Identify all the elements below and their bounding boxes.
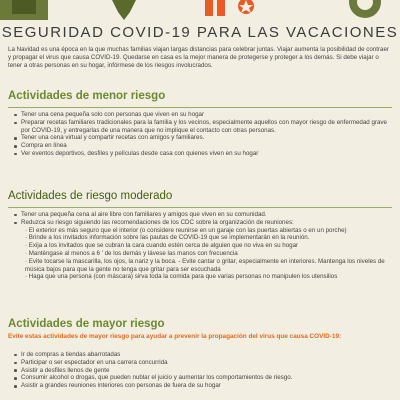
list-item: Tener una cena virtual y compartir recetas con amigos y familiares.: [8, 134, 388, 142]
low-risk-list: [8, 111, 388, 158]
star-icon: [238, 0, 254, 14]
list-item: Participar o ser espectador en una carrera concurrida: [8, 359, 388, 367]
high-risk-heading: Actividades de mayor riesgo: [8, 318, 165, 330]
list-item: Compra en línea: [8, 142, 388, 150]
list-item: Asistir a grandes reuniones interiores con personas de fuera de su hogar: [8, 382, 388, 390]
moderate-risk-heading: Actividades de riesgo moderado: [8, 190, 173, 202]
sub-item: · Exija a los invitados que se cubran la cara cuando estén cerca de alguien que no viva en su hogar: [25, 242, 299, 250]
holiday-icons-banner: [0, 0, 400, 22]
sub-item: · Brinde a los invitados información sobre las pautas de COVID-19 que se implementarán en la reunión.: [25, 234, 310, 242]
list-item: Consumir alcohol o drogas, que pueden nublar el juicio y aumentar los comportamientos de riesgo.: [8, 374, 388, 382]
high-risk-list: [8, 351, 388, 390]
sub-item: · El exterior es más seguro que el interior (o considere reunirse en un garaje con las puertas abiertas o en un porche): [25, 226, 347, 234]
sub-item: · Manténgase al menos a 6 ' de los demás y lávese las manos con frecuencia: [25, 249, 238, 257]
sub-item: · Haga que una persona (con máscara) sirva toda la comida para que varias personas no manipulen los utensilios: [25, 273, 338, 281]
gift-icon: [205, 0, 225, 16]
low-risk-heading: Actividades de menor riesgo: [8, 90, 166, 102]
tree-icon: [0, 0, 48, 20]
moderate-risk-list: [8, 211, 388, 281]
list-item: Reduzca su riesgo siguiendo las recomendaciones de los CDC sobre la organización de reuniones:: [8, 219, 388, 227]
map-pin-icon: [112, 0, 136, 20]
list-item: Ir de compras a tiendas abarrotadas: [8, 351, 388, 359]
high-risk-warning: Evite estas actividades de mayor riesgo para ayudar a prevenir la propagación del virus que causa COVID-19:: [8, 333, 342, 340]
list-item: Preparar recetas familiares tradicionales para la familia y los vecinos, especialmente aquellos con mayor riesgo de enfermedad grave por COVID-19, y entregarlas de una manera que no implique el contacto con otras personas.: [8, 119, 388, 135]
list-item: Asistir a desfiles llenos de gente: [8, 367, 388, 375]
intro-paragraph: La Navidad es una época en la que muchas familias viajan largas distancias para celebrar juntas. Viajar aumenta la posibilidad de contraer y propagar el virus que causa COVID-19. Quedarse en casa es la mejor manera de protegerse y proteger a los demás. Si debe viajar o tener a otras personas en su hogar, infórmese de los riesgos involucrados.: [8, 46, 389, 70]
sub-item: · Evite tocarse la mascarilla, los ojos, la nariz y la boca. - Evite cantar o gritar, especialmente en interiores. Mantenga los niveles de música bajos para que la gente no tenga que gritar para ser escuchada: [25, 257, 385, 273]
wreath-icon: [349, 0, 381, 18]
list-item: Tener una pequeña cena al aire libre con familiares y amigos que viven en su comunidad.: [8, 211, 388, 219]
list-item: Ver eventos deportivos, desfiles y películas desde casa con quienes viven en su hogar: [8, 150, 388, 158]
list-item: Tener una cena pequeña solo con personas que viven en su hogar: [8, 111, 388, 119]
page-title: SEGURIDAD COVID-19 PARA LAS VACACIONES: [1, 24, 399, 41]
divider: [8, 207, 392, 208]
divider: [8, 107, 392, 108]
